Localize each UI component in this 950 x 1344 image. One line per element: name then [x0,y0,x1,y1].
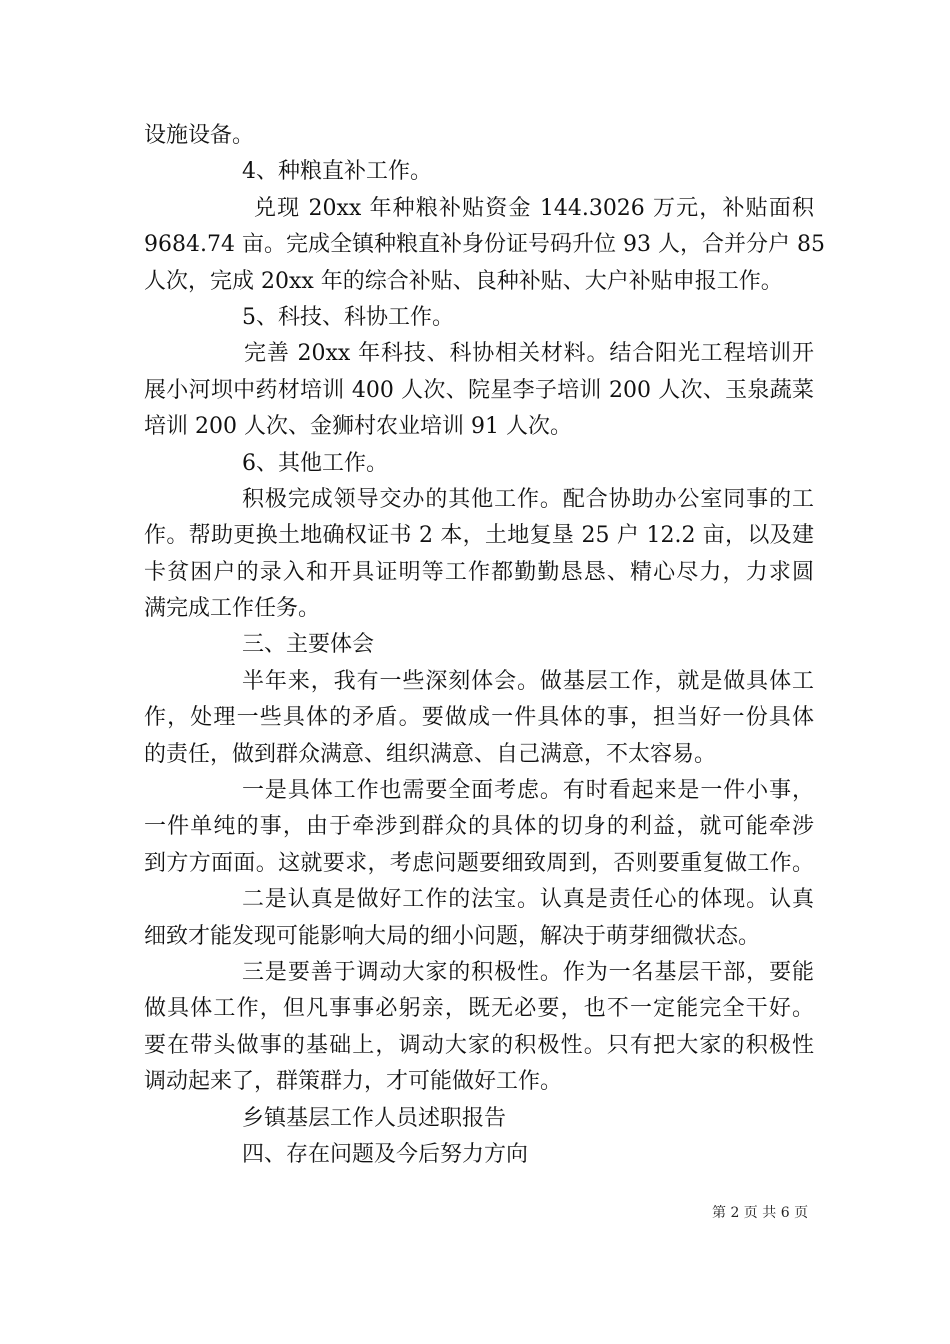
paragraph-line: 9684.74 亩。完成全镇种粮直补身份证号码升位 93 人，合并分户 85 [144,232,825,258]
paragraph-line: 作，处理一些具体的矛盾。要做成一件具体的事，担当好一份具体 [144,705,814,731]
paragraph-line: 卡贫困户的录入和开具证明等工作都勤勤恳恳、精心尽力，力求圆 [144,559,814,585]
section-heading: 5、科技、科协工作。 [242,304,454,330]
section-heading: 三、主要体会 [242,632,375,658]
paragraph-line: 到方方面面。这就要求，考虑问题要细致周到，否则要重复做工作。 [144,850,814,876]
paragraph-line: 半年来，我有一些深刻体会。做基层工作，就是做具体工 [242,668,814,694]
document-body [144,118,825,1173]
paragraph-line: 调动起来了，群策群力，才可能做好工作。 [144,1069,563,1095]
paragraph-line: 细致才能发现可能影响大局的细小问题，解决于萌芽细微状态。 [144,923,761,949]
paragraph-line: 人次，完成 20xx 年的综合补贴、良种补贴、大户补贴申报工作。 [144,268,783,294]
paragraph-line: 展小河坝中药材培训 400 人次、院星李子培训 200 人次、玉泉蔬菜 [144,377,814,403]
paragraph-line: 兑现 20xx 年种粮补贴资金 144.3026 万元，补贴面积 [254,195,814,221]
paragraph-line: 做具体工作，但凡事事必躬亲，既无必要，也不一定能完全干好。 [144,996,814,1022]
page-number: 第 2 页 共 6 页 [712,1205,809,1221]
paragraph-line: 积极完成领导交办的其他工作。配合协助办公室同事的工 [242,486,814,512]
paragraph-line: 培训 200 人次、金狮村农业培训 91 人次。 [144,414,572,440]
paragraph-line: 设施设备。 [144,123,255,148]
section-heading: 6、其他工作。 [242,450,388,476]
section-heading: 4、种粮直补工作。 [242,159,432,185]
paragraph-line: 作。帮助更换土地确权证书 2 本，土地复垦 25 户 12.2 亩，以及建 [144,523,814,549]
paragraph-line: 二是认真是做好工作的法宝。认真是责任心的体现。认真 [242,887,814,913]
paragraph-line: 满完成工作任务。 [144,596,321,622]
paragraph-line: 一件单纯的事，由于牵涉到群众的具体的切身的利益，就可能牵涉 [144,814,814,840]
paragraph-line: 一是具体工作也需要全面考虑。有时看起来是一件小事， [242,778,814,804]
document-title-line: 乡镇基层工作人员述职报告 [242,1105,507,1131]
section-heading: 四、存在问题及今后努力方向 [242,1141,529,1167]
paragraph-line: 三是要善于调动大家的积极性。作为一名基层干部，要能 [242,959,814,985]
paragraph-line: 要在带头做事的基础上，调动大家的积极性。只有把大家的积极性 [144,1032,814,1058]
paragraph-line: 的责任，做到群众满意、组织满意、自己满意，不太容易。 [144,741,717,767]
paragraph-line: 完善 20xx 年科技、科协相关材料。结合阳光工程培训开 [244,341,814,367]
